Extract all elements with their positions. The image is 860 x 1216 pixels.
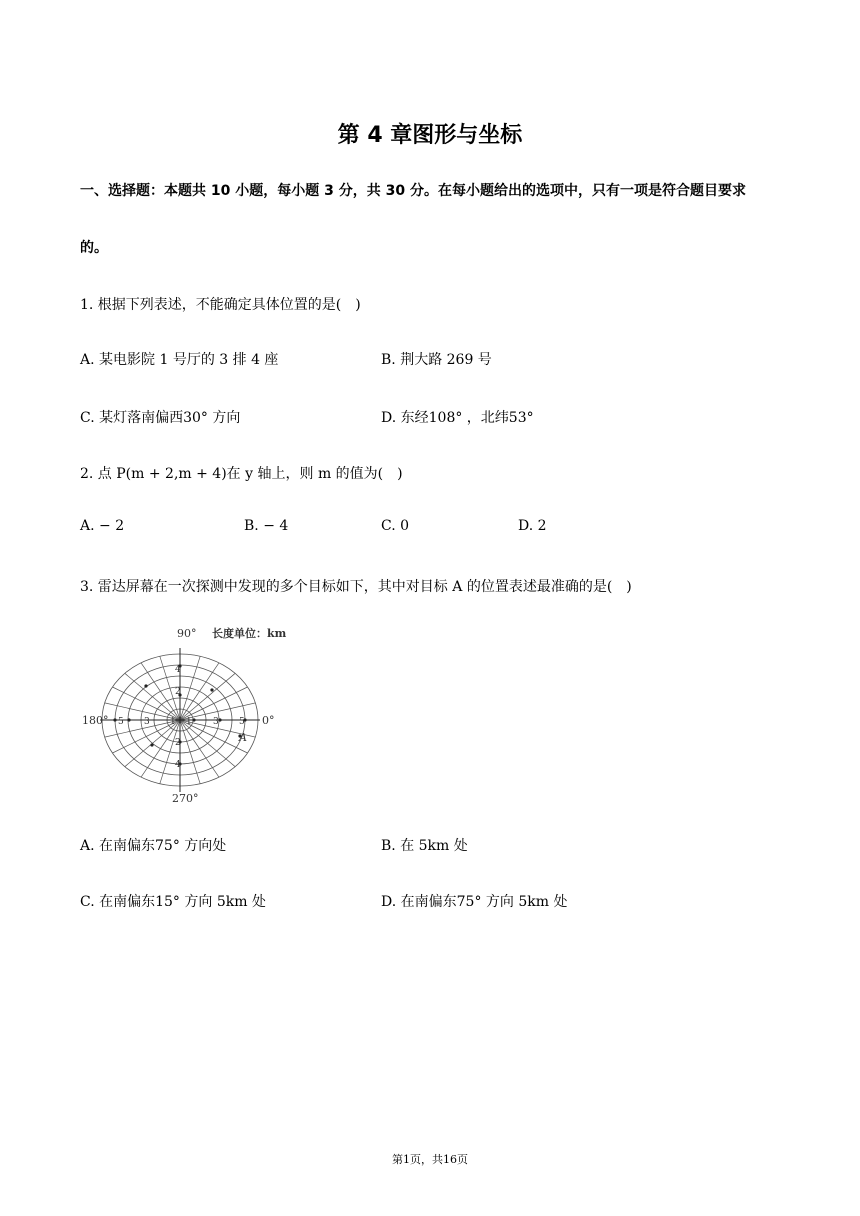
question-1-stem: 1. 根据下列表述，不能确定具体位置的是( ): [80, 297, 361, 313]
question-3-option-b: B. 在 5km 处: [381, 838, 468, 854]
radar-label-270: 270°: [172, 792, 199, 805]
radar-label-180: 180°: [82, 714, 109, 727]
radar-unit-label: 长度单位：km: [212, 627, 287, 640]
radar-ring-label: 4: [175, 760, 181, 770]
page-footer: 第1页，共16页: [392, 1153, 468, 1166]
question-1-option-b: B. 荆大路 269 号: [381, 352, 492, 368]
radar-spoke: [125, 673, 180, 720]
radar-spoke: [125, 720, 180, 767]
question-1-option-c: C. 某灯落南偏西30° 方向: [80, 410, 241, 426]
radar-ring-label: 3: [144, 717, 150, 727]
radar-spoke: [113, 687, 181, 720]
radar-diagram: [80, 620, 300, 806]
radar-spoke: [180, 720, 235, 767]
radar-ring-label: 5: [118, 717, 124, 727]
section-heading-line-2: 的。: [80, 240, 108, 256]
radar-ring-label: 2: [175, 687, 181, 697]
section-heading-line-1: 一、选择题：本题共 10 小题，每小题 3 分，共 30 分。在每小题给出的选项中，只有一项是符合题目要求: [80, 183, 746, 199]
radar-label-90: 90°: [177, 627, 197, 640]
radar-ring-label: 1: [186, 717, 192, 727]
question-1-option-a: A. 某电影院 1 号厅的 3 排 4 座: [80, 352, 279, 368]
radar-ring-label: 4: [175, 665, 181, 675]
radar-ring-label: 3: [213, 717, 219, 727]
radar-spoke: [180, 663, 219, 720]
radar-spoke: [180, 720, 219, 777]
question-1-option-d: D. 东经108° ，北纬53°: [381, 410, 534, 426]
radar-target-a: A: [239, 731, 247, 744]
radar-label-0: 0°: [262, 714, 275, 727]
page-title: 第 4 章图形与坐标: [337, 123, 523, 148]
question-2-option-b: B. − 4: [244, 518, 289, 534]
question-2-option-c: C. 0: [381, 518, 410, 534]
radar-ring-label: 2: [175, 738, 181, 748]
question-2-option-d: D. 2: [518, 518, 547, 534]
question-3-option-a: A. 在南偏东75° 方向处: [80, 838, 227, 854]
radar-spoke: [180, 673, 235, 720]
question-2-option-a: A. − 2: [80, 518, 125, 534]
radar-ring-label: 1: [170, 717, 176, 727]
radar-spoke: [180, 687, 248, 720]
question-3-option-c: C. 在南偏东15° 方向 5km 处: [80, 894, 266, 910]
question-3-option-d: D. 在南偏东75° 方向 5km 处: [381, 894, 568, 910]
question-3-stem: 3. 雷达屏幕在一次探测中发现的多个目标如下，其中对目标 A 的位置表述最准确的是( ): [80, 579, 632, 595]
radar-ring-label: 5: [239, 717, 245, 727]
question-2-stem: 2. 点 P(m + 2,m + 4)在 y 轴上，则 m 的值为( ): [80, 466, 403, 482]
